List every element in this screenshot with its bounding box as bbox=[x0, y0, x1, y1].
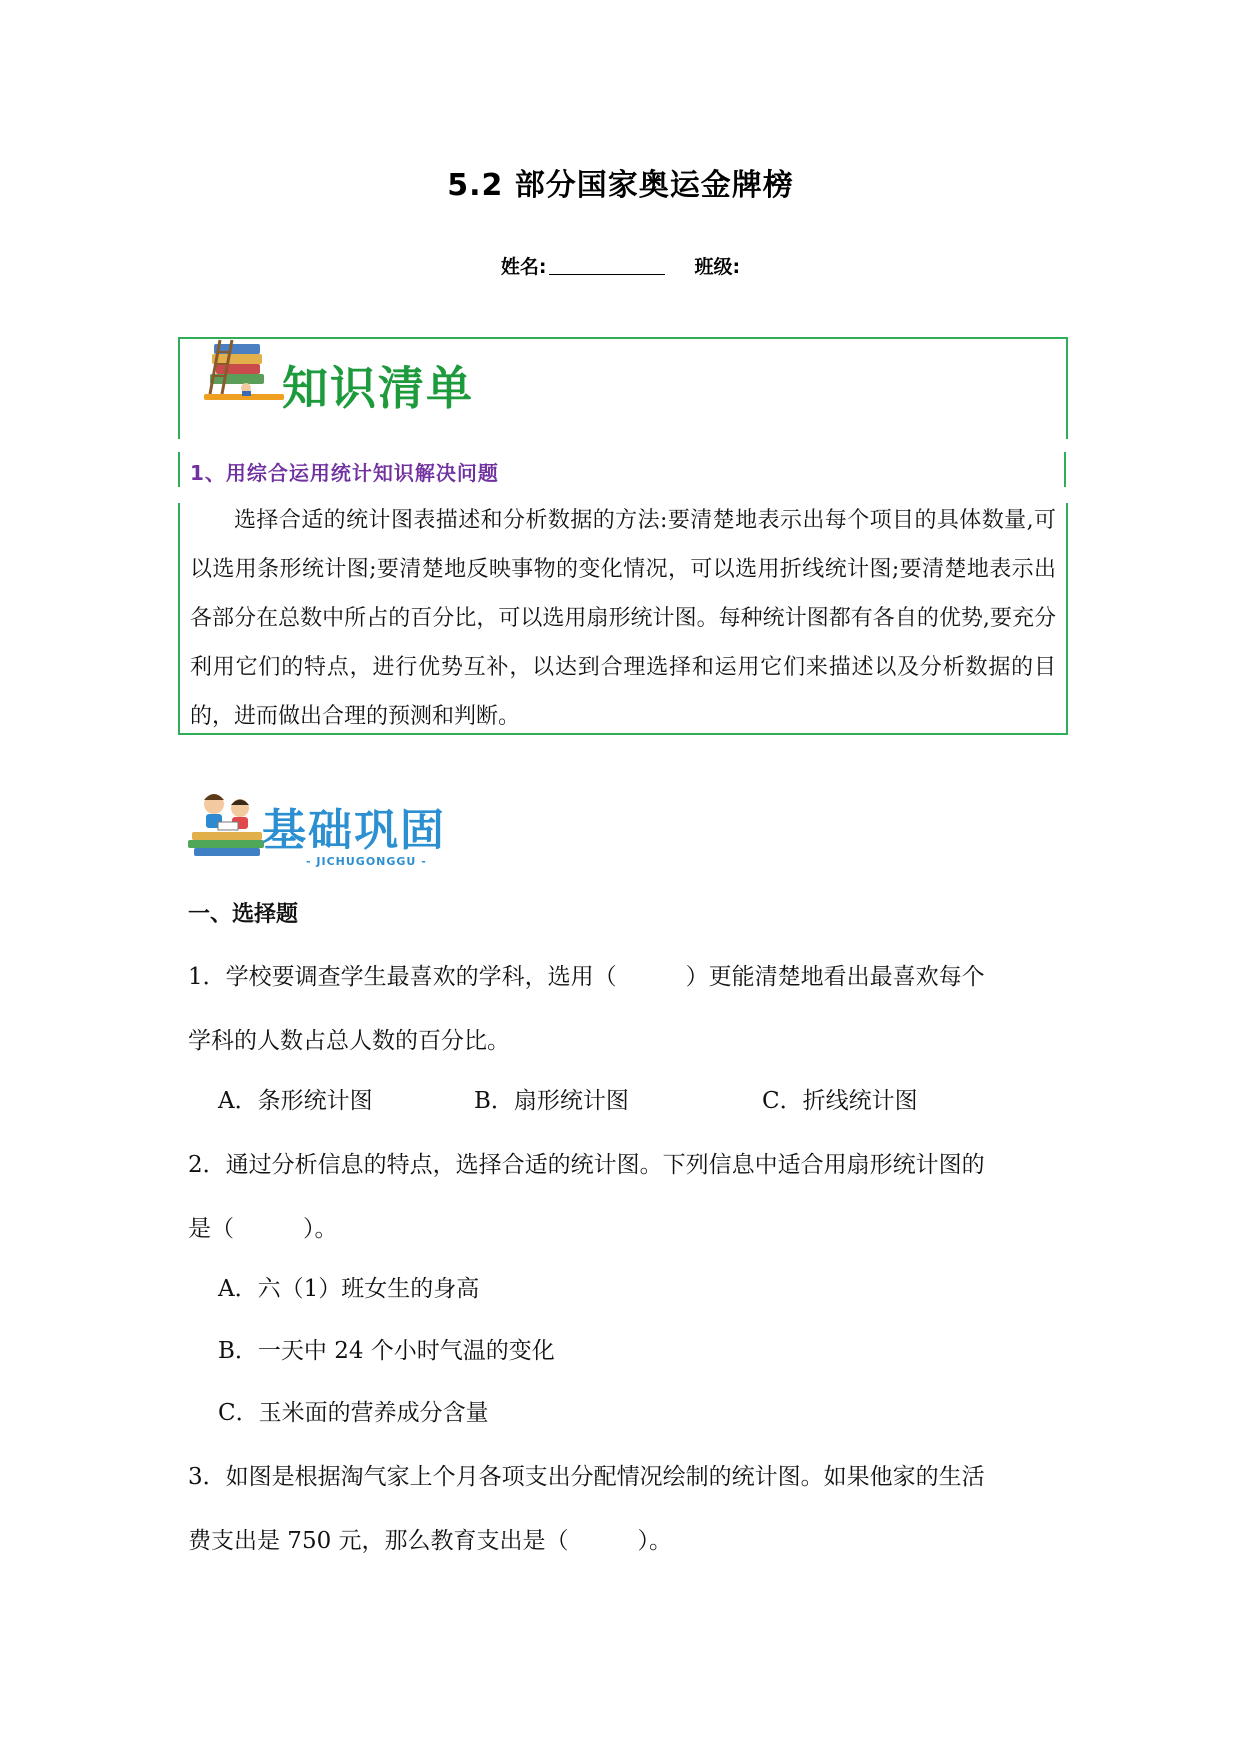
question-3-line-2: 费支出是 750 元，那么教育支出是（ ）。 bbox=[188, 1528, 673, 1554]
knowledge-heading: 1、用综合运用统计知识解决问题 bbox=[190, 461, 499, 485]
question-3-line-1: 3．如图是根据淘气家上个月各项支出分配情况绘制的统计图。如果他家的生活 bbox=[188, 1464, 985, 1490]
consolidation-banner-title: 基础巩固 bbox=[262, 805, 446, 856]
question-1-line-1: 1．学校要调查学生最喜欢的学科，选用（ ）更能清楚地看出最喜欢每个 bbox=[188, 964, 985, 990]
student-info-line bbox=[0, 252, 1241, 279]
question-1-option-b: B．扇形统计图 bbox=[474, 1088, 629, 1114]
section-title: 一、选择题 bbox=[188, 902, 299, 927]
question-1-option-c: C．折线统计图 bbox=[762, 1088, 918, 1114]
question-2-line-1: 2．通过分析信息的特点，选择合适的统计图。下列信息中适合用扇形统计图的 bbox=[188, 1152, 985, 1178]
question-1-option-a: A．条形统计图 bbox=[218, 1088, 373, 1114]
kids-reading-icon bbox=[186, 788, 270, 860]
knowledge-banner-title: 知识清单 bbox=[282, 361, 474, 415]
question-2-option-b: B．一天中 24 个小时气温的变化 bbox=[218, 1338, 555, 1364]
page-title: 5.2 部分国家奥运金牌榜 bbox=[447, 168, 794, 203]
class-label: 班级: bbox=[694, 256, 741, 278]
question-1-line-2: 学科的人数占总人数的百分比。 bbox=[188, 1028, 510, 1054]
question-2-option-c: C．玉米面的营养成分含量 bbox=[218, 1400, 489, 1426]
question-2-line-2: 是（ ）。 bbox=[188, 1216, 338, 1242]
knowledge-box-right-border bbox=[1064, 452, 1066, 487]
knowledge-paragraph: 选择合适的统计图表描述和分析数据的方法:要清楚地表示出每个项目的具体数量,可以选用条形统计图;要清楚地反映事物的变化情况，可以选用折线统计图;要清楚地表示出各部分在总数中所占的百分比，可以选用扇形统计图。每种统计图都有各自的优势,要充分利用它们的特点，进行优势互补，以达到合理选择和运用它们来描述以及分析数据的目的，进而做出合理的预测和判断。 bbox=[190, 508, 1056, 729]
consolidation-banner-subtitle: - JICHUGONGGU - bbox=[306, 855, 427, 868]
question-2-option-a: A．六（1）班女生的身高 bbox=[218, 1276, 480, 1302]
name-label: 姓名: bbox=[500, 256, 547, 278]
knowledge-box-left-border bbox=[178, 452, 180, 487]
books-ladder-icon bbox=[204, 338, 284, 404]
name-blank bbox=[549, 256, 665, 275]
